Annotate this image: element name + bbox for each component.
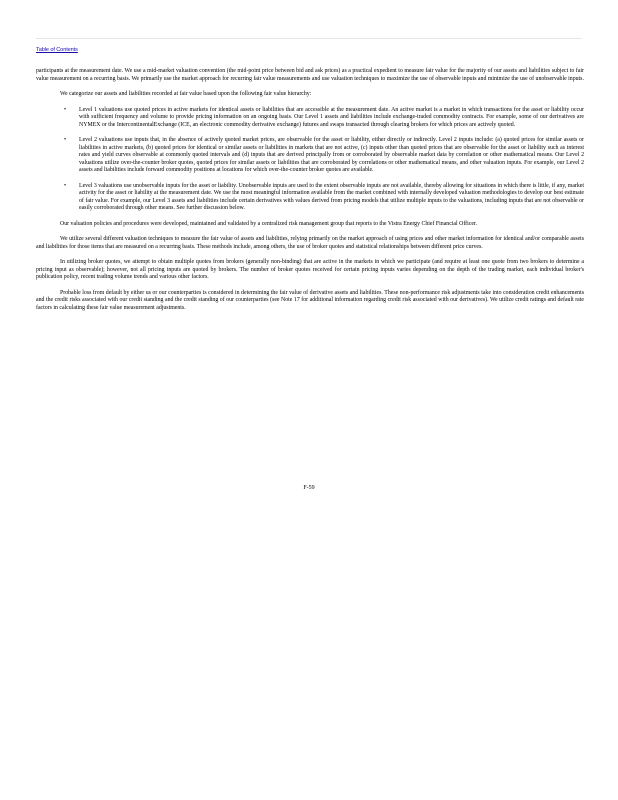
paragraph-measurement-convention: participants at the measurement date. We use a mid-market valuation convention (the mid-point price between bid and ask prices) as a practical expedient to measure fair value for the majority of our assets and liabilities subject to fair value measurement on a recurring basis. We primarily use the market approach for recurring fair value measurements and use valuation techniques to maximize the use of observable inputs and minimize the use of unobservable inputs. xyxy=(36,68,584,82)
paragraph-hierarchy-intro: We categorize our assets and liabilities recorded at fair value based upon the following fair value hierarchy: xyxy=(60,91,312,97)
list-item-text: Level 3 valuations use unobservable inputs for the asset or liability. Unobservable inputs are used to the extent observable inputs are not available, thereby allowing for situations in which there is little, if any, market activity for the asset or liability at the measurement date. We use the most meaningful information available from the market combined with internally developed valuation methodologies to develop our best estimate of fair value. For example, our Level 3 assets and liabilities include certain derivatives with values derived from pricing models that utilize multiple inputs to the valuations, including inputs that are not observable or easily corroborated through other means. See further discussion below. xyxy=(79,182,584,211)
bullet-icon: • xyxy=(64,182,67,189)
paragraph-broker-quotes: In utilizing broker quotes, we attempt to obtain multiple quotes from brokers (generally non-binding) that are active in the markets in which we participate (and require at least one quote from two brokers to determine a pricing input as observable); however, not all pricing inputs are quoted by brokers. The number of broker quotes received for certain pricing inputs varies depending on the depth of the trading market, each individual broker's publication policy, recent trading volume trends and various other factors. xyxy=(36,259,584,280)
fair-value-hierarchy-list xyxy=(36,107,584,213)
paragraph-default-risk: Probable loss from default by either us or our counterparties is considered in determining the fair value of derivative assets and liabilities. These non-performance risk adjustments take into consideration credit enhancements and the credit risks associated with our credit standing and the credit standing of our counterparties (see Note 17 for additional information regarding credit risk associated with our derivatives). We utilize credit ratings and default rate factors in calculating these fair value measurement adjustments. xyxy=(36,289,584,311)
header-divider xyxy=(36,38,582,39)
paragraph-valuation-policies: Our valuation policies and procedures were developed, maintained and validated by a centralized risk management group that reports to the Vistra Energy Chief Financial Officer. xyxy=(60,220,478,227)
list-item-level-3 xyxy=(36,183,584,213)
list-item-text: Level 1 valuations use quoted prices in active markets for identical assets or liabilities that are accessible at the measurement date. An active market is a market in which transactions for the asset or liability occur with sufficient frequency and volume to provide pricing information on an ongoing basis. Our Level 1 assets and liabilities include exchange-traded commodity contracts. For example, some of our derivatives are NYMEX or the IntercontinentalExchange (ICE, an electronic commodity derivative exchange) futures and swaps transacted through clearing brokers for which prices are actively quoted. xyxy=(79,106,584,128)
list-item-text: Level 2 valuations use inputs that, in the absence of actively quoted market prices, are observable for the asset or liability, either directly or indirectly. Level 2 inputs include: (a) quoted prices for similar assets or liabilities in active markets, (b) quoted prices for identical or similar assets or liabilities in markets that are not active, (c) inputs other than quoted prices that are observable for the asset or liability such as interest rates and yield curves observable at commonly quoted intervals and (d) inputs that are derived principally from or corroborated by observable market data by correlation or other mathematical means. Our Level 2 valuations utilize over-the-counter broker quotes, quoted prices for similar assets or liabilities that are corroborated by correlations or other mathematical means, and other valuation inputs. For example, our Level 2 assets and liabilities include forward commodity positions at locations for which over-the-counter broker quotes are available. xyxy=(79,137,584,173)
bullet-icon: • xyxy=(64,137,67,143)
list-item-level-2 xyxy=(36,137,584,175)
list-item-level-1 xyxy=(36,107,584,130)
bullet-icon: • xyxy=(64,106,67,113)
page-body xyxy=(36,68,584,312)
page-number: F-59 xyxy=(303,485,315,491)
paragraph-valuation-techniques: We utilize several different valuation techniques to measure the fair value of assets and liabilities, relying primarily on the market approach of using prices and other market information for identical and/or comparable assets and liabilities for those items that are measured on a recurring basis. These methods include, among others, the use of broker quotes and statistical relationships between different price curves. xyxy=(36,236,584,250)
table-of-contents-link[interactable]: Table of Contents xyxy=(36,47,78,53)
